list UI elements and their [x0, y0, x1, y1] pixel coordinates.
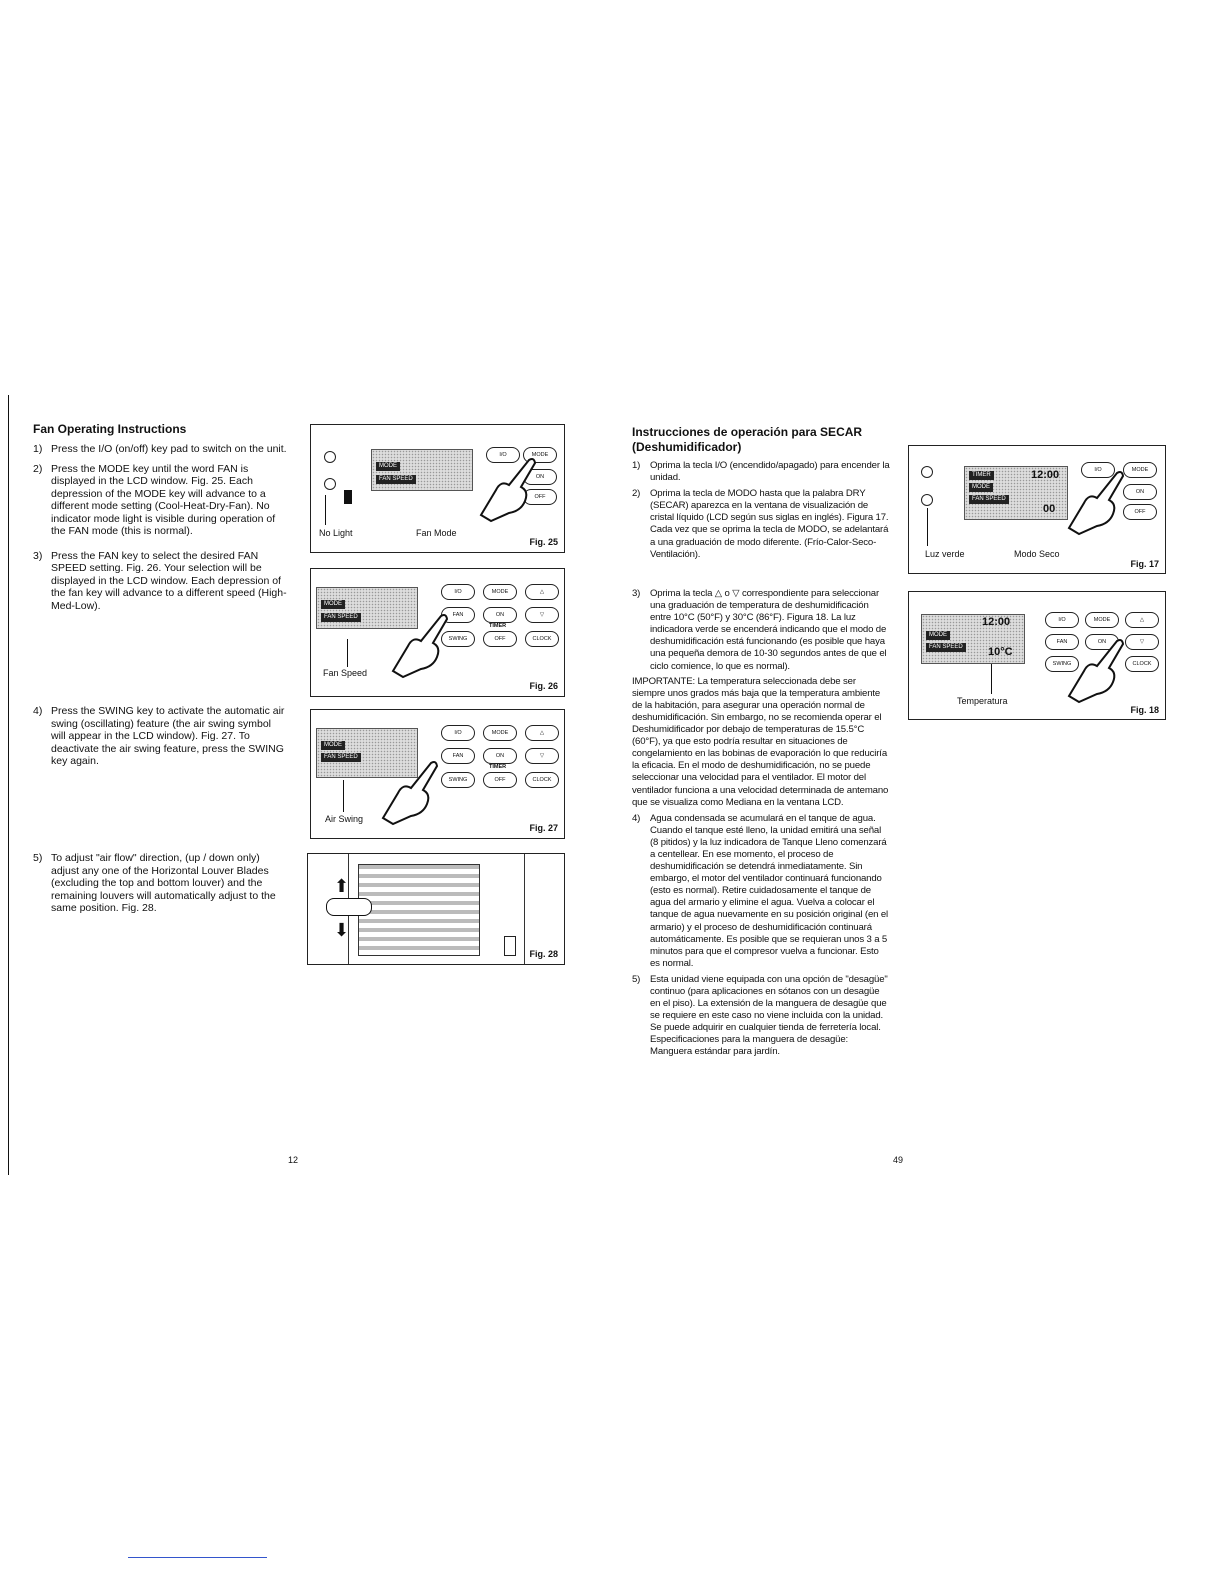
figure-28 [307, 853, 565, 965]
callout-fan-mode: Fan Mode [416, 528, 457, 538]
on-key[interactable]: ON [1123, 484, 1157, 500]
on-key[interactable]: ON [483, 607, 517, 623]
pointing-hand-icon [1059, 468, 1129, 538]
lcd-mode-tag: MODE [926, 631, 950, 640]
down-key[interactable]: ▽ [525, 607, 559, 623]
left-column [33, 422, 288, 612]
figure-27 [310, 709, 565, 839]
page-number-left: 12 [288, 1155, 299, 1165]
io-key[interactable]: I/O [441, 725, 475, 741]
lcd-clock: 12:00 [1031, 469, 1060, 481]
figure-label: Fig. 28 [529, 949, 558, 959]
lcd-mode-tag: MODE [376, 462, 400, 471]
list-item: 2) Oprima la tecla de MODO hasta que la palabra DRY (SECAR) aparezca en la ventana de visualización de cristal líquido (LCD según sus siglas en inglés). Figura 17. Cada vez que se oprima la tecla de MODO, se adelantará a una graduación de modo diferente. (Frío-Calor-Seco-Ventilación). [632, 488, 889, 560]
figure-label: Fig. 17 [1130, 559, 1159, 569]
lcd-fanspeed-tag: FAN SPEED [321, 613, 361, 622]
continuous-dry-indicator-icon [324, 478, 336, 490]
lcd-fanspeed-tag: FAN SPEED [321, 753, 361, 762]
io-key[interactable]: I/O [441, 584, 475, 600]
timer-label: TIMER [489, 623, 507, 629]
list-item-4: 4) Press the SWING key to activate the automatic air swing (oscillating) feature (the air swing symbol will appear in the LCD window). Fig. 27. To deactivate the air swing feature, press the SWING key again. [33, 705, 285, 767]
louver-blades [358, 864, 480, 956]
list-item: 2) Press the MODE key until the word FAN is displayed in the LCD window. Fig. 25. Each depression of the MODE key will advance to a different mode setting (Cool-Heat-Dry-Fan). No indicator mode light is visible during operation of the FAN mode (this is normal). [33, 462, 276, 537]
mode-key[interactable]: MODE [483, 584, 517, 600]
list-item: 1) Oprima la tecla I/O (encendido/apagado) para encender la unidad. [632, 460, 890, 484]
lcd-timer-value: 00 [1043, 503, 1056, 515]
off-key[interactable]: OFF [483, 631, 517, 647]
mode-key[interactable]: MODE [1085, 612, 1119, 628]
timer-label: TIMER [489, 764, 507, 770]
off-key[interactable]: OFF [1123, 504, 1157, 520]
lcd-fanspeed-tag: FAN SPEED [376, 475, 416, 484]
io-key[interactable]: I/O [1045, 612, 1079, 628]
callout-line [991, 664, 992, 694]
adjusting-hand [326, 898, 372, 916]
lcd-mode-tag: MODE [321, 741, 345, 750]
page-number-right: 49 [893, 1155, 904, 1165]
callout-air-swing: Air Swing [325, 814, 364, 824]
swing-key[interactable]: SWING [441, 631, 475, 647]
page-subtitle: (Deshumidificador) [632, 440, 742, 454]
list-item: 1) Press the I/O (on/off) key pad to switch on the unit. [33, 443, 287, 455]
page-title: Instrucciones de operación para SECAR [632, 425, 863, 439]
instruction-list [33, 443, 288, 612]
power-indicator-icon [324, 451, 336, 463]
callout-fan-speed: Fan Speed [323, 668, 368, 678]
lcd-mode-tag: MODE [969, 483, 993, 492]
figure-label: Fig. 26 [529, 681, 558, 691]
bottom-rule [128, 1557, 267, 1558]
lcd-clock: 12:00 [982, 616, 1011, 628]
fan-key[interactable]: FAN [441, 748, 475, 764]
lcd-mode-tag: MODE [321, 600, 345, 609]
clock-key[interactable]: CLOCK [1125, 656, 1159, 672]
up-key[interactable]: △ [1125, 612, 1159, 628]
continuous-dry-indicator-icon [921, 494, 933, 506]
on-key[interactable]: ON [483, 748, 517, 764]
instruction-list [632, 460, 890, 561]
off-key[interactable]: OFF [523, 489, 557, 505]
pointing-hand-icon [471, 455, 541, 525]
power-indicator-icon [921, 466, 933, 478]
swing-key[interactable]: SWING [441, 772, 475, 788]
up-key[interactable]: △ [525, 725, 559, 741]
pointing-hand-icon [1059, 636, 1129, 706]
list-item: 3) Oprima la tecla △ o ▽ correspondiente para seleccionar una graduación de temperatura de deshumidificación entre 10°C (50°F) y 30°C (86°F). Figura 18. La luz indicadora verde se encenderá indicando que el modo de deshumidificación está funcionando (es posible que haya una pequeña demora de 10-30 segundos antes de que el ciclo comience, lo que es normal). [632, 588, 887, 672]
swing-key[interactable]: SWING [1045, 656, 1079, 672]
mode-key[interactable]: MODE [483, 725, 517, 741]
down-key[interactable]: ▽ [525, 748, 559, 764]
lcd-temperature: 10°C [988, 646, 1013, 658]
list-item-5: 5) To adjust "air flow" direction, (up / down only) adjust any one of the Horizontal Louver Blades (excluding the top and bottom louver) and the remaining louvers will automatically adjust to the same position. Fig. 28. [33, 852, 276, 914]
mode-key[interactable]: MODE [523, 447, 557, 463]
io-key[interactable]: I/O [486, 447, 520, 463]
lcd-timer-tag: TIMER [969, 471, 994, 480]
up-key[interactable]: △ [525, 584, 559, 600]
tank-window-icon [504, 936, 516, 956]
io-key[interactable]: I/O [1081, 462, 1115, 478]
pointing-hand-icon [373, 758, 443, 828]
off-key[interactable]: OFF [483, 772, 517, 788]
pointing-hand-icon [383, 611, 453, 681]
clock-key[interactable]: CLOCK [525, 631, 559, 647]
lcd-window [921, 614, 1025, 664]
clock-key[interactable]: CLOCK [525, 772, 559, 788]
callout-line [325, 495, 326, 525]
callout-line [927, 508, 928, 546]
up-arrow-icon: ⬆ [334, 876, 350, 896]
callout-no-light: No Light [319, 528, 353, 538]
callout-temperatura: Temperatura [957, 696, 1008, 706]
figure-label: Fig. 25 [529, 537, 558, 547]
figure-label: Fig. 18 [1130, 705, 1159, 715]
mode-key[interactable]: MODE [1123, 462, 1157, 478]
left-edge-rule [8, 395, 9, 1175]
down-arrow-icon: ⬇ [334, 920, 350, 940]
lcd-window [964, 466, 1068, 520]
figure-26 [310, 568, 565, 697]
figure-17 [908, 445, 1166, 574]
lcd-fanspeed-tag: FAN SPEED [969, 495, 1009, 504]
lcd-fanspeed-tag: FAN SPEED [926, 643, 966, 652]
right-column-continued [632, 588, 890, 1059]
important-note: IMPORTANTE: La temperatura seleccionada debe ser siempre unos grados más baja que la temperatura ambiente de la habitación, para asegurar una operación normal de deshumidificación. Sin embargo, no se recomienda operar el Deshumidificador por debajo de temperaturas de 15.5°C (60°F), ya que esto podría resultar en situaciones de congelamiento en las bobinas de evaporación lo que reduciría la eficacia. En el modo de deshumidificación, no se puede seleccionar una velocidad para el ventilador. El motor del ventilador funciona a una velocidad determinada de antemano que se visualiza como Mediana en la ventana LCD. [632, 675, 889, 808]
callout-line [347, 639, 348, 667]
page-title: Fan Operating Instructions [33, 422, 187, 436]
on-key[interactable]: ON [1085, 634, 1119, 650]
list-item: 3) Press the FAN key to select the desired FAN SPEED setting. Fig. 26. Your selection will be displayed in the LCD window. Each depression of the fan key will advance to a different speed (High-Med-Low). [33, 549, 287, 612]
callout-line [343, 780, 344, 812]
figure-label: Fig. 27 [529, 823, 558, 833]
right-column [632, 425, 890, 561]
figure-25 [310, 424, 565, 553]
callout-modo-seco: Modo Seco [1014, 549, 1060, 559]
list-item: 4) Agua condensada se acumulará en el tanque de agua. Cuando el tanque esté lleno, la unidad emitirá una señal (8 pitidos) y la luz indicadora de Tanque Lleno comenzará a centellear. En ese momento, el proceso de deshumidificación se detendrá inmediatamente. Sin embargo, el motor del ventilador continuará funcionando (esto es normal). Retire cuidadosamente el tanque de agua del armario y elimine el agua. Vuelva a colocar el tanque de agua nuevamente en su posición original (en el armario) y el proceso de deshumidificación continuará automáticamente. Es posible que se requieran unos 3 a 5 minutos para que el compresor vuelva a funcionar. Esto es normal. [632, 812, 889, 969]
lcd-window [371, 449, 473, 491]
indicator-block [344, 490, 352, 504]
fan-key[interactable]: FAN [441, 607, 475, 623]
callout-luz-verde: Luz verde [925, 549, 965, 559]
on-key[interactable]: ON [523, 469, 557, 485]
fan-key[interactable]: FAN [1045, 634, 1079, 650]
list-item: 5) Esta unidad viene equipada con una opción de "desagüe" continuo (para aplicaciones en sótanos con un desagüe en el piso). La extensión de la manguera de desagüe que se requiere en este caso no viene incluida con la unidad. Se puede adquirir en cualquier tienda de ferretería local. Especificaciones para la manguera de desagüe: Manguera estándar para jardín. [632, 973, 888, 1058]
down-key[interactable]: ▽ [1125, 634, 1159, 650]
figure-18 [908, 591, 1166, 720]
